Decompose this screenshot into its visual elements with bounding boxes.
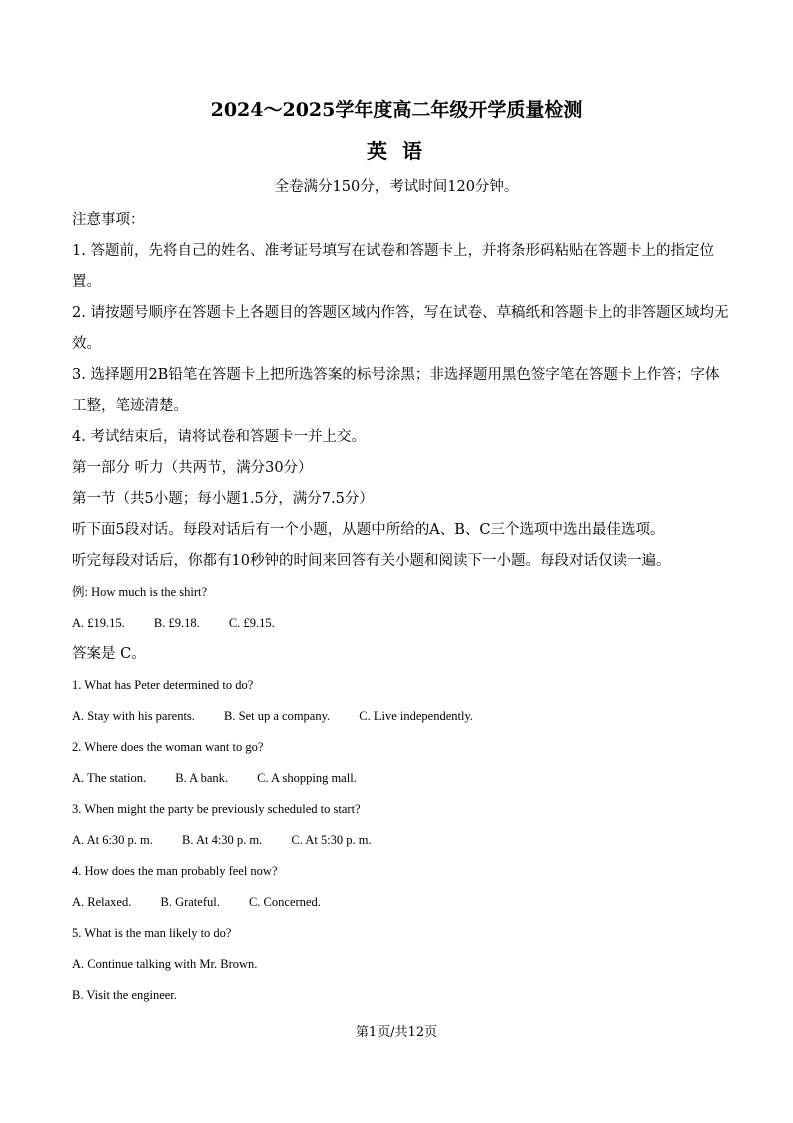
- option: B. A bank.: [175, 771, 228, 785]
- option: A. At 6:30 p. m.: [72, 833, 153, 847]
- part-heading: 第一部分 听力（共两节，满分30分）: [72, 460, 313, 476]
- option: A. Continue talking with Mr. Brown.: [72, 957, 258, 971]
- option: C. £9.15.: [228, 616, 275, 630]
- option: B. £9.18.: [153, 616, 200, 630]
- notice-item: 4. 考试结束后，请将试卷和答题卡一并上交。: [72, 429, 366, 445]
- option: B. Set up a company.: [224, 709, 331, 723]
- option: B. Grateful.: [160, 895, 220, 909]
- notice-heading: 注意事项：: [72, 212, 145, 228]
- question-options: [72, 887, 731, 918]
- document-body: [72, 205, 731, 1011]
- instruction-line: 听完每段对话后，你都有10秒钟的时间来回答有关小题和阅读下一小题。每段对话仅读一遍。: [72, 553, 671, 569]
- exam-title: 2024～2025学年度高二年级开学质量检测: [210, 99, 583, 121]
- option: A. Stay with his parents.: [72, 709, 195, 723]
- option: B. Visit the engineer.: [72, 988, 177, 1002]
- notice-item: 1. 答题前，先将自己的姓名、准考证号填写在试卷和答题卡上，并将条形码粘贴在答题卡上的指定位置。: [72, 243, 714, 290]
- subject-title: 英 语: [367, 139, 426, 163]
- option: A. £19.15.: [72, 616, 125, 630]
- question: 2. Where does the woman want to go?: [72, 740, 264, 754]
- instruction-line: 听下面5段对话。每段对话后有一个小题，从题中所给的A、B、C三个选项中选出最佳选项。: [72, 522, 665, 538]
- question: 1. What has Peter determined to do?: [72, 678, 254, 692]
- example-answer: 答案是 C。: [72, 646, 146, 662]
- question: 5. What is the man likely to do?: [72, 926, 232, 940]
- exam-meta: 全卷满分150分，考试时间120分钟。: [274, 179, 519, 195]
- question-options: [72, 763, 731, 794]
- option: A. The station.: [72, 771, 147, 785]
- option: A. Relaxed.: [72, 895, 132, 909]
- question: 3. When might the party be previously scheduled to start?: [72, 802, 361, 816]
- section-heading: 第一节（共5小题；每小题1.5分，满分7.5分）: [72, 491, 374, 507]
- option: C. Concerned.: [248, 895, 321, 909]
- option: B. At 4:30 p. m.: [182, 833, 263, 847]
- example-question: 例: How much is the shirt?: [72, 585, 208, 599]
- question: 4. How does the man probably feel now?: [72, 864, 278, 878]
- question-options: [72, 701, 731, 732]
- option: C. At 5:30 p. m.: [291, 833, 372, 847]
- option: C. A shopping mall.: [257, 771, 357, 785]
- notice-item: 3. 选择题用2B铅笔在答题卡上把所选答案的标号涂黑；非选择题用黑色签字笔在答题卡上作答；字体工整，笔迹清楚。: [72, 367, 720, 414]
- option: C. Live independently.: [359, 709, 474, 723]
- example-options: [72, 608, 731, 639]
- question-options: [72, 825, 731, 856]
- notice-item: 2. 请按题号顺序在答题卡上各题目的答题区域内作答，写在试卷、草稿纸和答题卡上的非答题区域均无效。: [72, 305, 729, 352]
- page-number: 第1页/共12页: [355, 1025, 438, 1040]
